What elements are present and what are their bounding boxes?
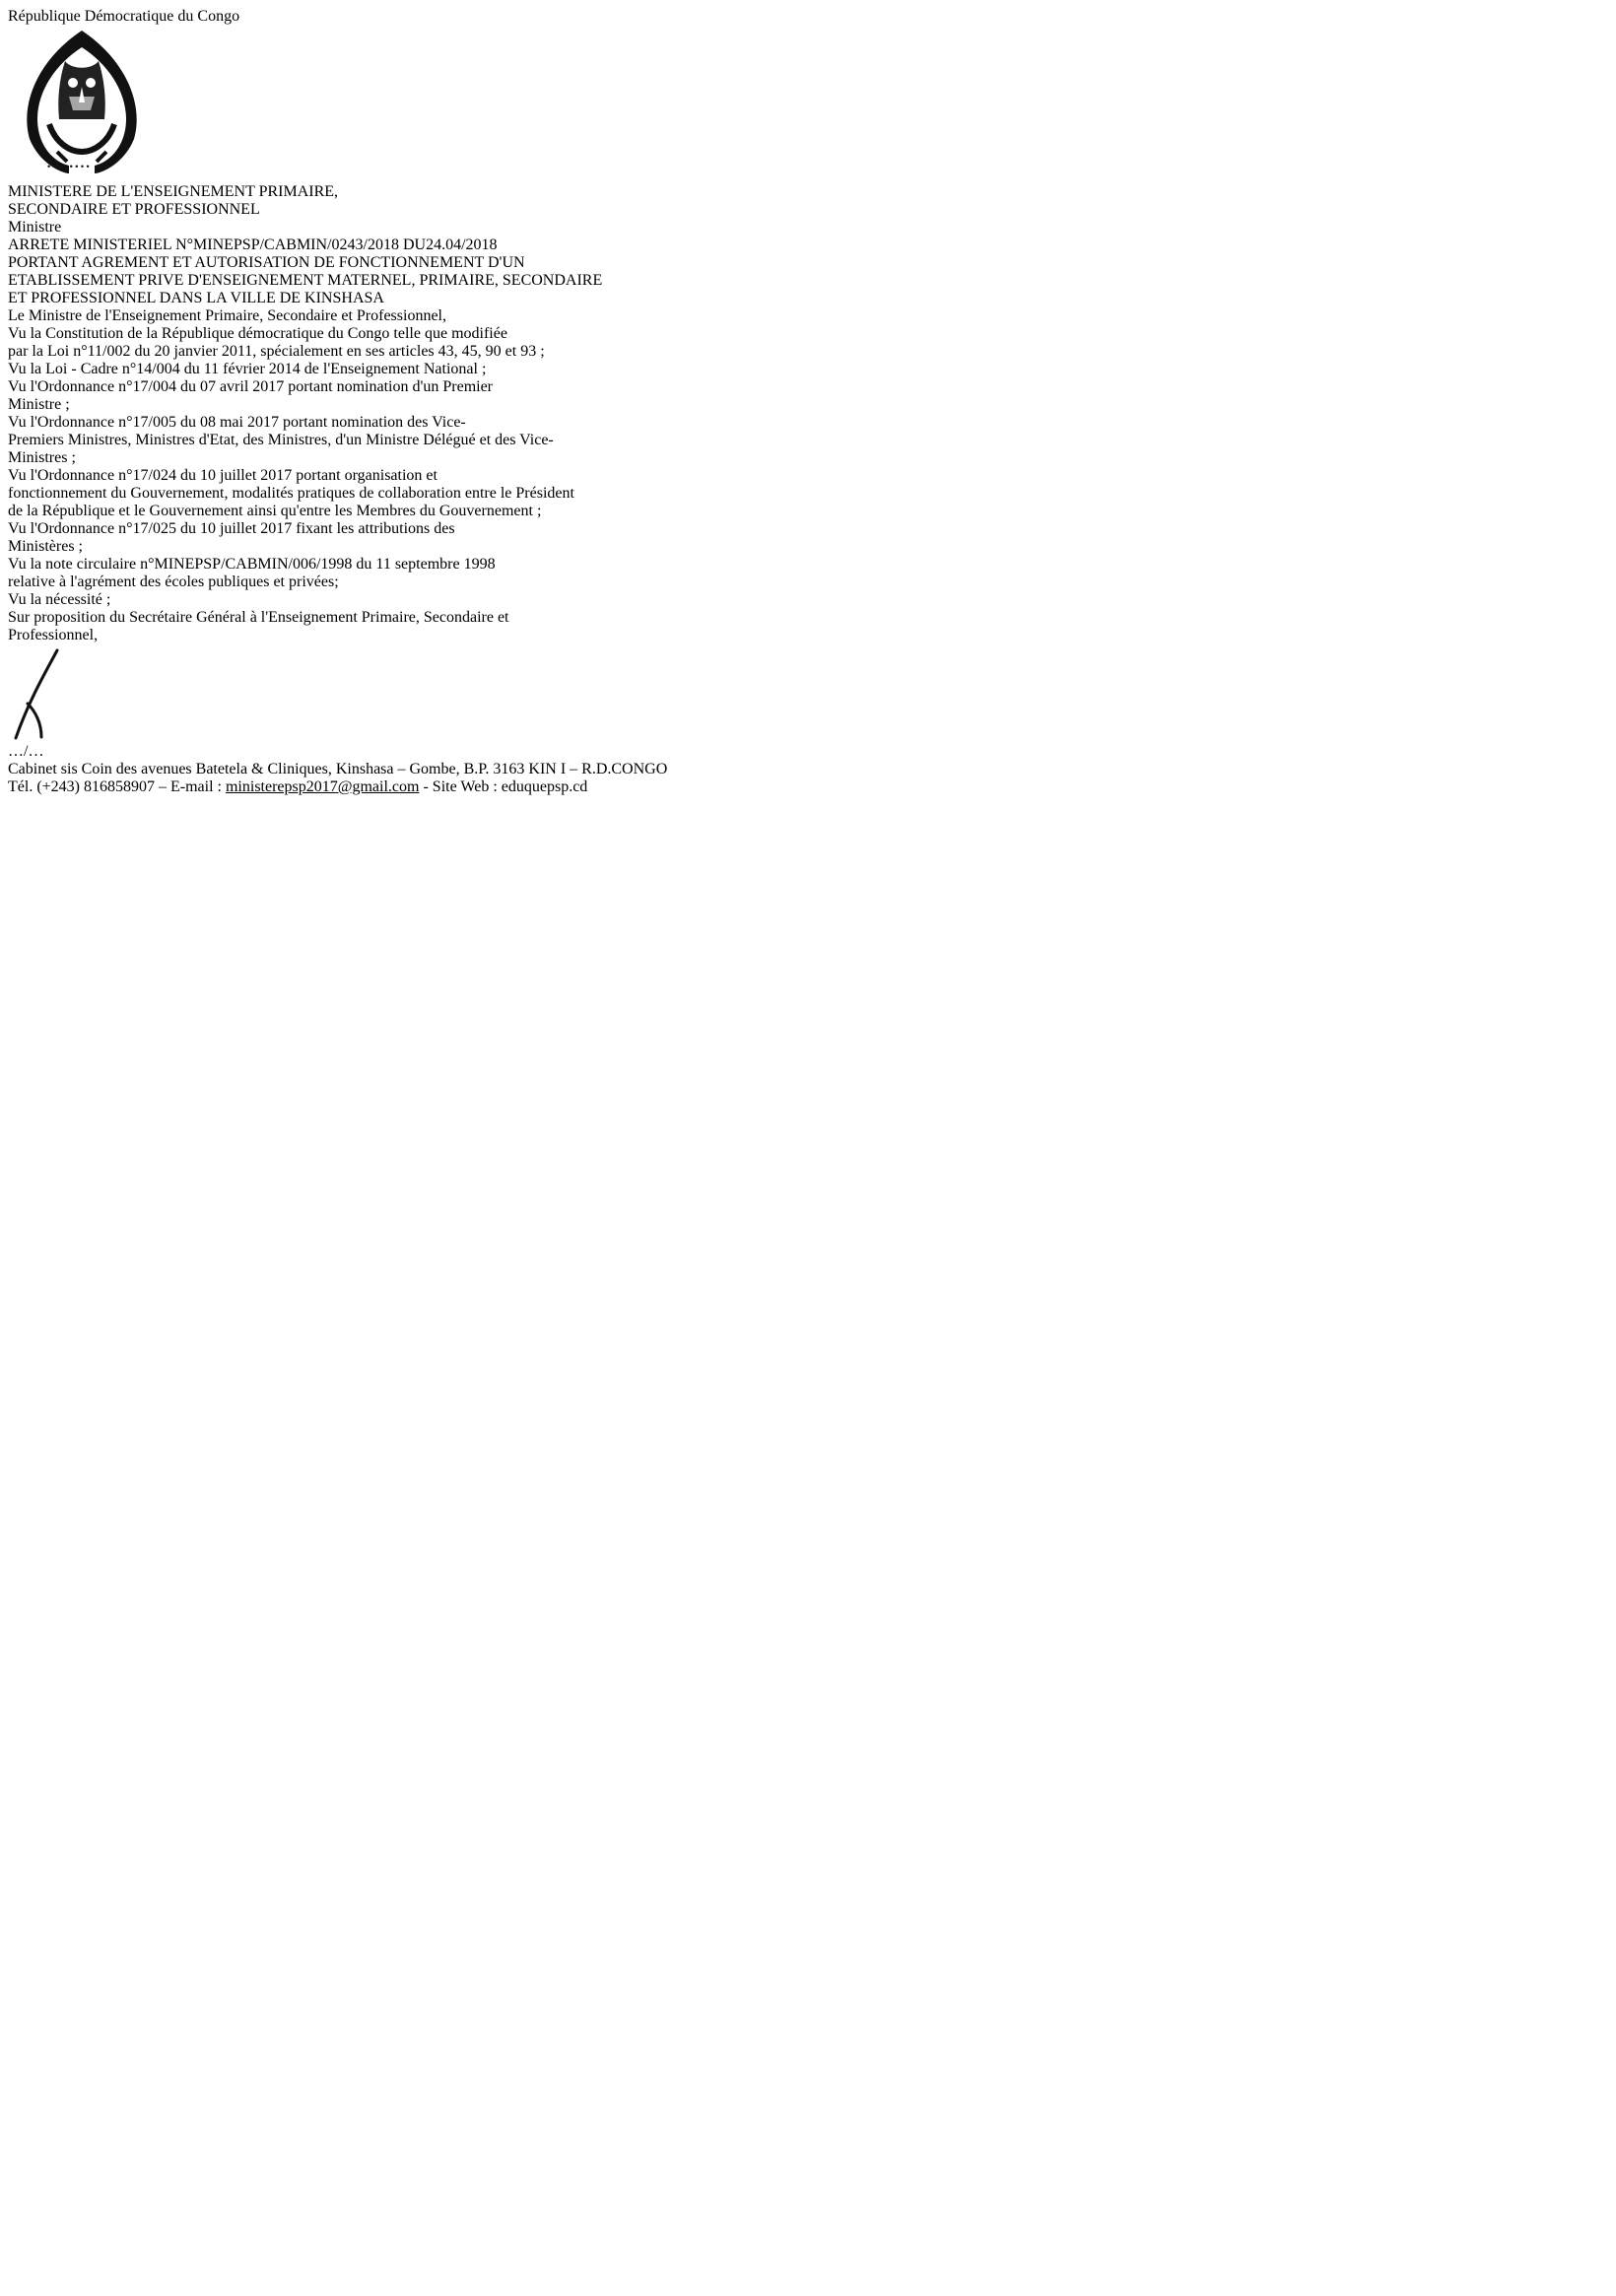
handwritten-number: 0243 [331, 236, 364, 253]
ministry-name-line2: SECONDAIRE ET PROFESSIONNEL [8, 201, 260, 218]
paragraph-4-line-2: Premiers Ministres, Ministres d'Etat, des Ministres, d'un Ministre Délégué et des Vice- [8, 432, 554, 448]
title-line-4: ET PROFESSIONNEL DANS LA VILLE DE KINSHASA [8, 290, 384, 306]
reference-number: N°MINEPSP/CABMIN/0243/2018 [175, 236, 399, 253]
handwritten-day: 24 [426, 236, 442, 253]
title-line-2: PORTANT AGREMENT ET AUTORISATION DE FONCTIONNEMENT D'UN [8, 254, 525, 271]
paragraph-3-line-1: Vu l'Ordonnance n°17/004 du 07 avril 2017 portant nomination d'un Premier [8, 378, 494, 395]
country-heading: République Démocratique du Congo [8, 8, 240, 25]
paragraph-5-line-2: fonctionnement du Gouvernement, modalités pratiques de collaboration entre le Président [8, 485, 574, 502]
paragraph-6-line-1: Vu l'Ordonnance n°17/025 du 10 juillet 2017 fixant les attributions des [8, 520, 455, 537]
title-line-1 [8, 236, 1608, 254]
document-page [8, 8, 1608, 796]
paragraph-7-line-2: relative à l'agrément des écoles publiques et privées; [8, 574, 339, 590]
footer-address: Cabinet sis Coin des avenues Batetela & Cliniques, Kinshasa – Gombe, B.P. 3163 KIN I – R.D.CONGO [8, 761, 668, 777]
coat-of-arms-emblem [8, 26, 1608, 183]
handwritten-month: 04 [445, 236, 462, 253]
paragraph-1-line-1: Vu la Constitution de la République démocratique du Congo telle que modifiée [8, 325, 507, 342]
reference-date: DU24.04/2018 [402, 236, 498, 253]
paragraph-8-line-1: Vu la nécessité ; [8, 591, 111, 608]
paragraph-9-line-2: Professionnel, [8, 627, 99, 643]
title-word: ARRETE [8, 236, 70, 253]
handwritten-initial [8, 644, 1608, 743]
footer-contact: Tél. (+243) 816858907 – E-mail : ministerepsp2017@gmail.com - Site Web : eduquepsp.cd [8, 778, 588, 795]
paragraph-6-line-2: Ministères ; [8, 538, 83, 555]
document-title [8, 236, 1608, 307]
svg-text:• • • • • • • •: • • • • • • • • [47, 162, 90, 171]
paragraph-7-line-1: Vu la note circulaire n°MINEPSP/CABMIN/006/1998 du 11 septembre 1998 [8, 556, 496, 573]
title-word: MINISTERIEL [73, 236, 172, 253]
ministre-heading: Ministre [8, 219, 62, 236]
paragraph-5-line-3: de la République et le Gouvernement ainsi qu'entre les Membres du Gouvernement ; [8, 503, 542, 519]
email-link[interactable]: ministerepsp2017@gmail.com [225, 778, 420, 795]
paragraph-5-line-1: Vu l'Ordonnance n°17/024 du 10 juillet 2017 portant organisation et [8, 467, 438, 484]
ministry-name: MINISTERE DE L'ENSEIGNEMENT PRIMAIRE, [8, 183, 339, 200]
paragraph-3-line-2: Ministre ; [8, 396, 70, 413]
minister-heading: Le Ministre de l'Enseignement Primaire, Secondaire et Professionnel, [8, 307, 446, 324]
title-line-3: ETABLISSEMENT PRIVE D'ENSEIGNEMENT MATERNEL, PRIMAIRE, SECONDAIRE [8, 272, 603, 289]
paragraph-2-line-1: Vu la Loi - Cadre n°14/004 du 11 février 2014 de l'Enseignement National ; [8, 361, 487, 377]
continuation-mark: …/… [8, 743, 44, 760]
paragraph-4-line-3: Ministres ; [8, 449, 76, 466]
paragraph-9-line-1: Sur proposition du Secrétaire Général à l'Enseignement Primaire, Secondaire et [8, 609, 509, 626]
paragraph-4-line-1: Vu l'Ordonnance n°17/005 du 08 mai 2017 portant nomination des Vice- [8, 414, 466, 431]
paragraph-1-line-2: par la Loi n°11/002 du 20 janvier 2011, spécialement en ses articles 43, 45, 90 et 93 ; [8, 343, 545, 360]
